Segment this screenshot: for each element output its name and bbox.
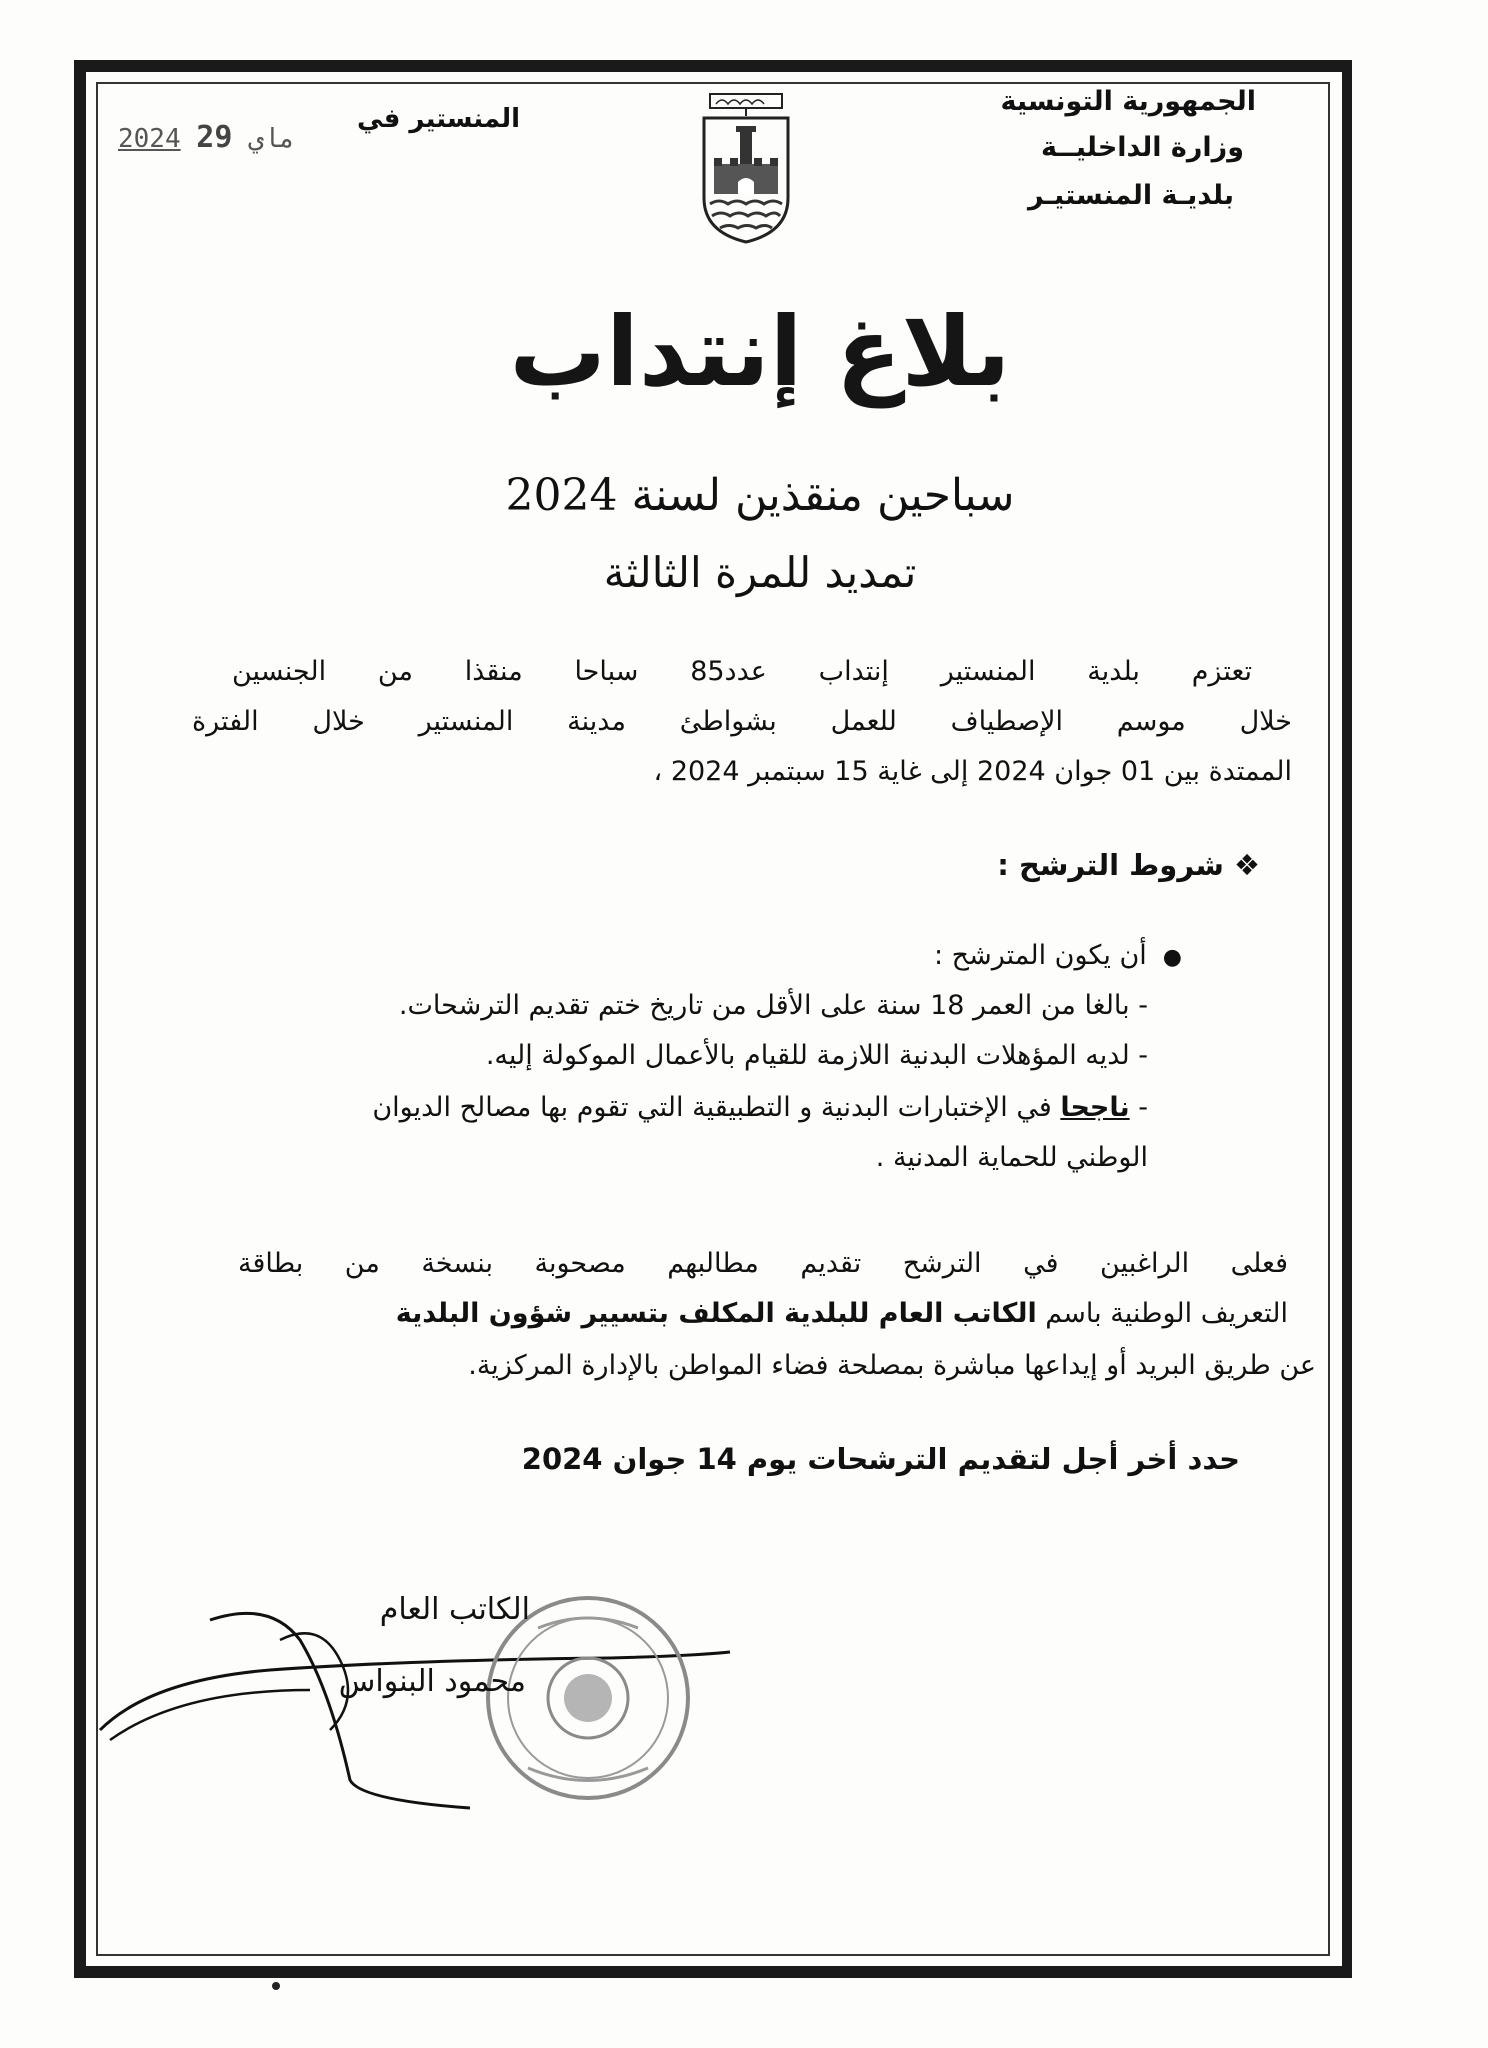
conditions-heading: [997, 848, 1260, 882]
signatory-name: محمود البنواس: [338, 1664, 526, 1699]
date-day: 29: [196, 120, 233, 155]
place-label: المنستير في: [357, 104, 520, 134]
condition-tests: [372, 1092, 1148, 1123]
signatory-title: الكاتب العام: [379, 1592, 530, 1627]
application-line-3: عن طريق البريد أو إيداعها مباشرة بمصلحة فضاء المواطن بالإدارة المركزية.: [468, 1350, 1316, 1381]
subtitle-extension: تمديد للمرة الثالثة: [603, 548, 917, 597]
condition-tests-emphasis: ناجحا: [1060, 1092, 1130, 1123]
main-title: بلاغ إنتداب: [509, 296, 1011, 408]
ink-dot: [272, 1982, 280, 1990]
subtitle: سباحين منقذين لسنة 2024: [505, 470, 1015, 521]
condition-tests-prefix: -: [1129, 1092, 1148, 1123]
date-month: ماي: [248, 124, 296, 154]
date-year: 2024: [118, 124, 181, 154]
intro-line-3: الممتدة بين 01 جوان 2024 إلى غاية 15 سبتمبر 2024 ،: [653, 756, 1292, 787]
municipality-crest-icon: [696, 92, 796, 244]
condition-tests-text: في الإختبارات البدنية و التطبيقية التي تقوم بها مصالح الديوان: [372, 1092, 1061, 1123]
date-stamp: [118, 120, 295, 155]
application-line-1: فعلى الراغبين في الترشح تقديم مطالبهم مصحوبة بنسخة من بطاقة: [238, 1248, 1288, 1279]
heading-symbol-icon: ❖: [1234, 848, 1260, 882]
bullet-candidate: [934, 940, 1182, 971]
header-republic: الجمهورية التونسية: [1000, 86, 1256, 117]
bullet-candidate-text: أن يكون المترشح :: [933, 940, 1147, 971]
deadline-notice: حدد أخر أجل لتقديم الترشحات يوم 14 جوان 2024: [521, 1442, 1240, 1476]
application-addressee: الكاتب العام للبلدية المكلف بتسيير شؤون البلدية: [395, 1298, 1037, 1329]
application-line-2: [396, 1298, 1288, 1329]
condition-age: - بالغا من العمر 18 سنة على الأقل من تاريخ ختم تقديم الترشحات.: [398, 990, 1148, 1021]
condition-tests-line-2: الوطني للحماية المدنية .: [875, 1142, 1148, 1173]
intro-line-2: خلال موسم الإصطياف للعمل بشواطئ مدينة المنستير خلال الفترة: [192, 706, 1292, 737]
conditions-heading-text: شروط الترشح :: [997, 848, 1224, 882]
intro-line-1: تعتزم بلدية المنستير إنتداب عدد85 سباحا منقذا من الجنسين: [232, 656, 1253, 687]
bullet-dot-icon: ●: [1162, 945, 1182, 970]
application-line-2-start: التعريف الوطنية باسم: [1036, 1298, 1288, 1329]
condition-fitness: - لديه المؤهلات البدنية اللازمة للقيام بالأعمال الموكولة إليه.: [485, 1040, 1148, 1071]
header-municipality: بلديـة المنستيـر: [1028, 180, 1234, 211]
header-ministry: وزارة الداخليــة: [1040, 132, 1244, 163]
